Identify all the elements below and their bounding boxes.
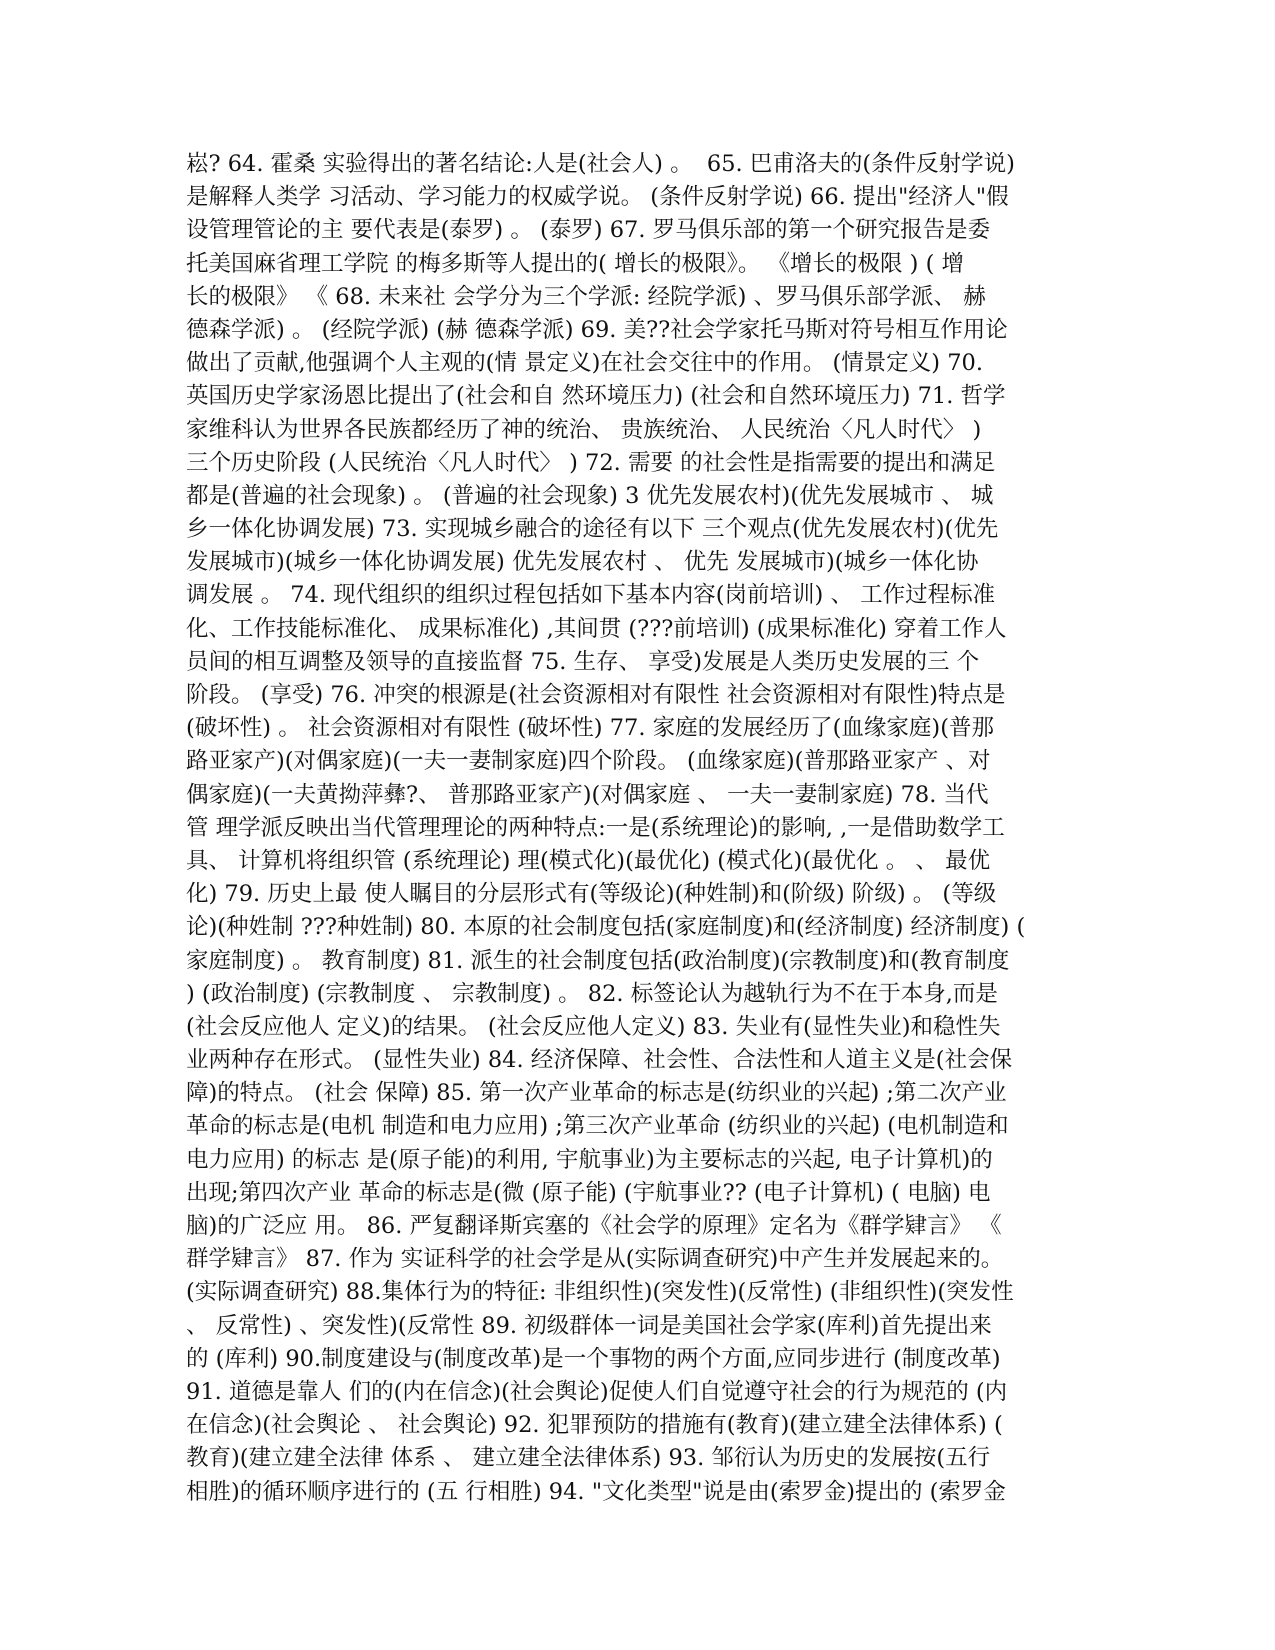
text-line-32: 出现;第四次产业 革命的标志是(微 (原子能) (宇航事业?? (电子计算机) ( 电脑) 电 xyxy=(186,1179,991,1206)
text-line-11: 都是(普遍的社会现象) 。 (普遍的社会现象) 3 优先发展农村)(优先发展城市 、 城 xyxy=(186,482,994,509)
text-line-25: 家庭制度) 。 教育制度) 81. 派生的社会制度包括(政治制度)(宗教制度)和(教育制度 xyxy=(186,947,1010,974)
text-line-40: 教育)(建立建全法律 体系 、 建立建全法律体系) 93. 邹衍认为历史的发展按(五行 xyxy=(186,1445,991,1472)
text-line-9: 家维科认为世界各民族都经历了神的统治、 贵族统治、 人民统治〈凡人时代〉 ) xyxy=(186,416,982,443)
text-line-1: 崧? 64. 霍桑 实验得出的著名结论:人是(社会人) 。 65. 巴甫洛夫的(条件反射学说) xyxy=(186,151,1015,177)
text-line-15: 化、工作技能标准化、 成果标准化) ,其间贯 (???前培训) (成果标准化) 穿着工作人 xyxy=(186,615,1007,642)
text-line-4: 托美国麻省理工学院 的梅多斯等人提出的( 增长的极限》。 《增长的极限 ) ( 增 xyxy=(186,250,964,277)
text-line-38: 91. 道德是靠人 们的(内在信念)(社会舆论)促使人们自觉遵守社会的行为规范的 (内 xyxy=(186,1378,1008,1405)
text-line-17: 阶段。 (享受) 76. 冲突的根源是(社会资源相对有限性 社会资源相对有限性)特点是 xyxy=(186,682,1006,708)
text-line-28: 业两种存在形式。 (显性失业) 84. 经济保障、社会性、合法性和人道主义是(社会保 xyxy=(186,1047,1013,1074)
text-line-12: 乡一体化协调发展) 73. 实现城乡融合的途径有以下 三个观点(优先发展农村)(优先 xyxy=(186,516,999,543)
text-line-27: (社会反应他人 定义)的结果。 (社会反应他人定义) 83. 失业有(显性失业)和稳性失 xyxy=(186,1013,1001,1040)
text-line-36: 、 反常性) 、突发性)(反常性 89. 初级群体一词是美国社会学家(库利)首先提出来 xyxy=(186,1312,992,1339)
text-line-26: ) (政治制度) (宗教制度 、 宗教制度) 。 82. 标签论认为越轨行为不在于本身,而是 xyxy=(186,980,998,1007)
text-line-30: 革命的标志是(电机 制造和电力应用) ;第三次产业革命 (纺织业的兴起) (电机制造和 xyxy=(186,1113,1009,1140)
text-line-10: 三个历史阶段 (人民统治〈凡人时代〉 ) 72. 需要 的社会性是指需要的提出和满足 xyxy=(186,449,996,476)
text-line-21: 管 理学派反映出当代管理理论的两种特点:一是(系统理论)的影响, ,一是借助数学工 xyxy=(186,814,1005,841)
text-line-35: (实际调查研究) 88.集体行为的特征: 非组织性)(突发性)(反常性) (非组织性)(突发性 xyxy=(186,1279,1014,1306)
text-line-8: 英国历史学家汤恩比提出了(社会和自 然环境压力) (社会和自然环境压力) 71. 哲学 xyxy=(186,383,1006,410)
text-line-7: 做出了贡献,他强调个人主观的(情 景定义)在社会交往中的作用。 (情景定义) 70. xyxy=(186,350,984,377)
text-line-3: 设管理管论的主 要代表是(泰罗) 。 (泰罗) 67. 罗马俱乐部的第一个研究报告是委 xyxy=(186,217,991,244)
text-line-31: 电力应用) 的标志 是(原子能)的利用, 宇航事业)为主要标志的兴起, 电子计算机)的 xyxy=(186,1146,993,1173)
text-line-41: 相胜)的循环顺序进行的 (五 行相胜) 94. "文化类型"说是由(索罗金)提出的 (索罗金 xyxy=(186,1478,1006,1505)
text-line-16: 员间的相互调整及领导的直接监督 75. 生存、 享受)发展是人类历史发展的三 个 xyxy=(186,648,980,675)
text-line-33: 脑)的广泛应 用。 86. 严复翻译斯宾塞的《社会学的原理》定名为《群学肄言》 《 xyxy=(186,1213,1002,1239)
text-line-22: 具、 计算机将组织管 (系统理论) 理(模式化)(最优化) (模式化)(最优化 。 、 最优 xyxy=(186,847,991,874)
text-line-39: 在信念)(社会舆论 、 社会舆论) 92. 犯罪预防的措施有(教育)(建立建全法律体系) ( xyxy=(186,1412,1003,1439)
text-line-24: 论)(种姓制 ???种姓制) 80. 本原的社会制度包括(家庭制度)和(经济制度) 经济制度) ( xyxy=(186,914,1026,941)
text-line-18: (破坏性) 。 社会资源相对有限性 (破坏性) 77. 家庭的发展经历了(血缘家庭)(普那 xyxy=(186,715,994,742)
text-line-5: 长的极限》 《 68. 未来社 会学分为三个学派: 经院学派) 、罗马俱乐部学派、 赫 xyxy=(186,283,986,310)
text-line-29: 障)的特点。 (社会 保障) 85. 第一次产业革命的标志是(纺织业的兴起) ;第二次产业 xyxy=(186,1080,1007,1107)
text-line-2: 是解释人类学 习活动、学习能力的权威学说。 (条件反射学说) 66. 提出"经济人"假 xyxy=(186,184,1009,211)
text-line-19: 路亚家产)(对偶家庭)(一夫一妻制家庭)四个阶段。 (血缘家庭)(普那路亚家产 、对 xyxy=(186,748,991,775)
body-text xyxy=(186,148,1091,1509)
text-line-13: 发展城市)(城乡一体化协调发展) 优先发展农村 、 优先 发展城市)(城乡一体化协 xyxy=(186,549,979,576)
text-line-23: 化) 79. 历史上最 使人瞩目的分层形式有(等级论)(种姓制)和(阶级) 阶级) 。 (等级 xyxy=(186,881,997,908)
text-line-6: 德森学派) 。 (经院学派) (赫 德森学派) 69. 美??社会学家托马斯对符号相互作用论 xyxy=(186,316,1008,343)
text-line-34: 群学肄言》 87. 作为 实证科学的社会学是从(实际调查研究)中产生并发展起来的。 xyxy=(186,1246,1004,1273)
text-line-14: 调发展 。 74. 现代组织的组织过程包括如下基本内容(岗前培训) 、 工作过程标准 xyxy=(186,582,996,609)
text-line-20: 偶家庭)(一夫黄拗萍彝?、 普那路亚家产)(对偶家庭 、 一夫一妻制家庭) 78. 当代 xyxy=(186,781,989,808)
text-line-37: 的 (库利) 90.制度建设与(制度改革)是一个事物的两个方面,应同步进行 (制度改革) xyxy=(186,1345,1001,1372)
